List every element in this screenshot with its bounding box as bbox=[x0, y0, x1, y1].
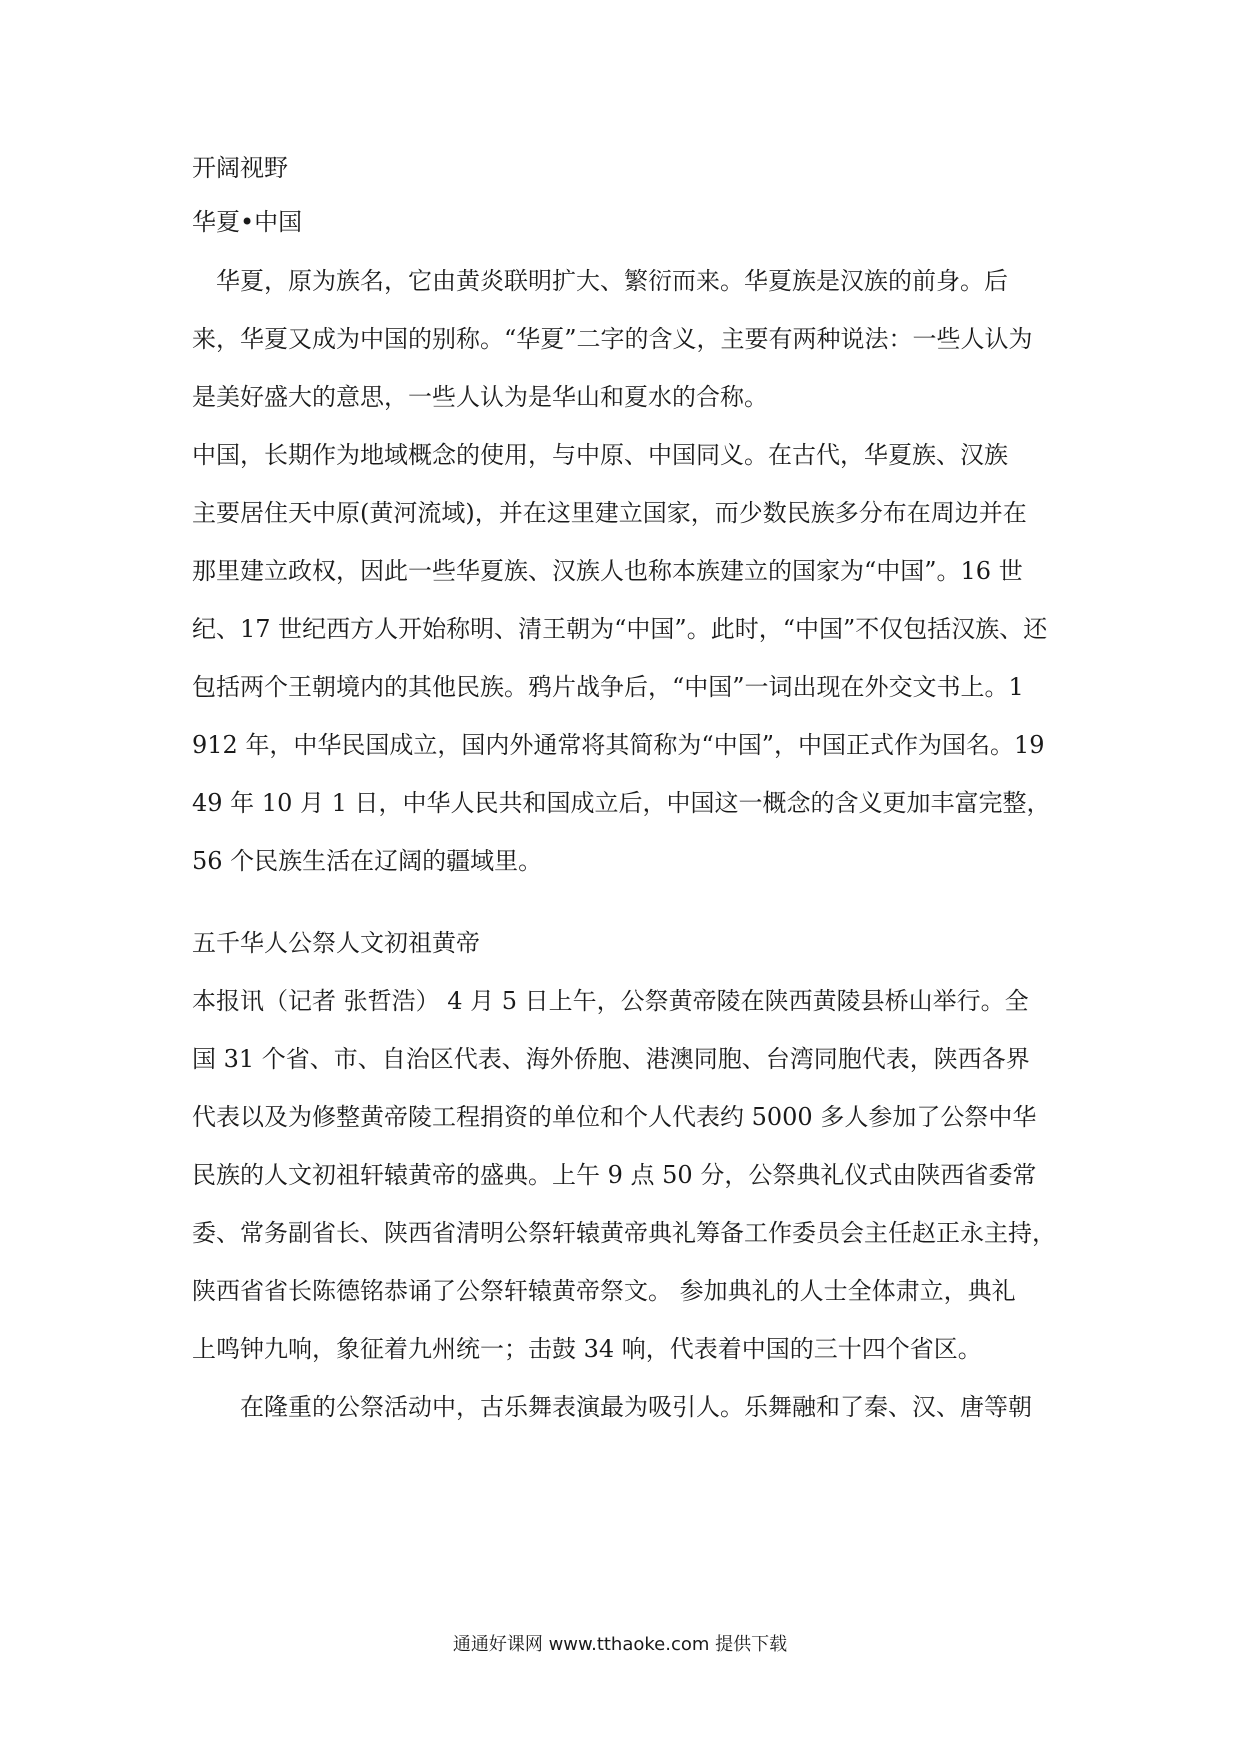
paragraph-line: 本报讯（记者 张哲浩） 4 月 5 日上午，公祭黄帝陵在陕西黄陵县桥山举行。全 bbox=[192, 987, 1029, 1015]
paragraph-line: 委、常务副省长、陕西省清明公祭轩辕黄帝典礼筹备工作委员会主任赵正永主持， bbox=[192, 1219, 1056, 1247]
paragraph-line: 是美好盛大的意思，一些人认为是华山和夏水的合称。 bbox=[192, 383, 768, 411]
section-title-huaxia-zhongguo: 华夏•中国 bbox=[192, 208, 303, 236]
paragraph-line: 代表以及为修整黄帝陵工程捐资的单位和个人代表约 5000 多人参加了公祭中华 bbox=[192, 1103, 1037, 1131]
section-title-huangdi: 五千华人公祭人文初祖黄帝 bbox=[192, 929, 480, 957]
paragraph-line: 那里建立政权，因此一些华夏族、汉族人也称本族建立的国家为“中国”。16 世 bbox=[192, 557, 1023, 585]
paragraph-line: 国 31 个省、市、自治区代表、海外侨胞、港澳同胞、台湾同胞代表，陕西各界 bbox=[192, 1045, 1030, 1073]
page-footer: 通通好课网 www.tthaoke.com 提供下载 bbox=[452, 1634, 788, 1655]
paragraph-line: 民族的人文初祖轩辕黄帝的盛典。上午 9 点 50 分，公祭典礼仪式由陕西省委常 bbox=[192, 1161, 1037, 1189]
paragraph-line: 主要居住天中原(黄河流域)，并在这里建立国家，而少数民族多分布在周边并在 bbox=[192, 499, 1027, 527]
paragraph-line: 49 年 10 月 1 日，中华人民共和国成立后，中国这一概念的含义更加丰富完整， bbox=[192, 789, 1051, 817]
paragraph-line: 来，华夏又成为中国的别称。“华夏”二字的含义，主要有两种说法：一些人认为 bbox=[192, 325, 1033, 353]
paragraph-line: 912 年，中华民国成立，国内外通常将其简称为“中国”，中国正式作为国名。19 bbox=[192, 731, 1045, 759]
paragraph-line: 在隆重的公祭活动中，古乐舞表演最为吸引人。乐舞融和了秦、汉、唐等朝 bbox=[192, 1393, 1032, 1421]
paragraph-line: 包括两个王朝境内的其他民族。鸦片战争后，“中国”一词出现在外交文书上。1 bbox=[192, 673, 1024, 701]
paragraph-line: 陕西省省长陈德铭恭诵了公祭轩辕黄帝祭文。 参加典礼的人士全体肃立，典礼 bbox=[192, 1277, 1016, 1305]
paragraph-line: 上鸣钟九响，象征着九州统一；击鼓 34 响，代表着中国的三十四个省区。 bbox=[192, 1335, 982, 1363]
paragraph-line: 中国，长期作为地域概念的使用，与中原、中国同义。在古代，华夏族、汉族 bbox=[192, 441, 1008, 469]
paragraph-line: 纪、17 世纪西方人开始称明、清王朝为“中国”。此时，“中国”不仅包括汉族、还 bbox=[192, 615, 1048, 643]
document-heading: 开阔视野 bbox=[192, 154, 288, 182]
paragraph-line: 56 个民族生活在辽阔的疆域里。 bbox=[192, 847, 543, 875]
paragraph-line: 华夏，原为族名，它由黄炎联明扩大、繁衍而来。华夏族是汉族的前身。后 bbox=[192, 267, 1008, 295]
